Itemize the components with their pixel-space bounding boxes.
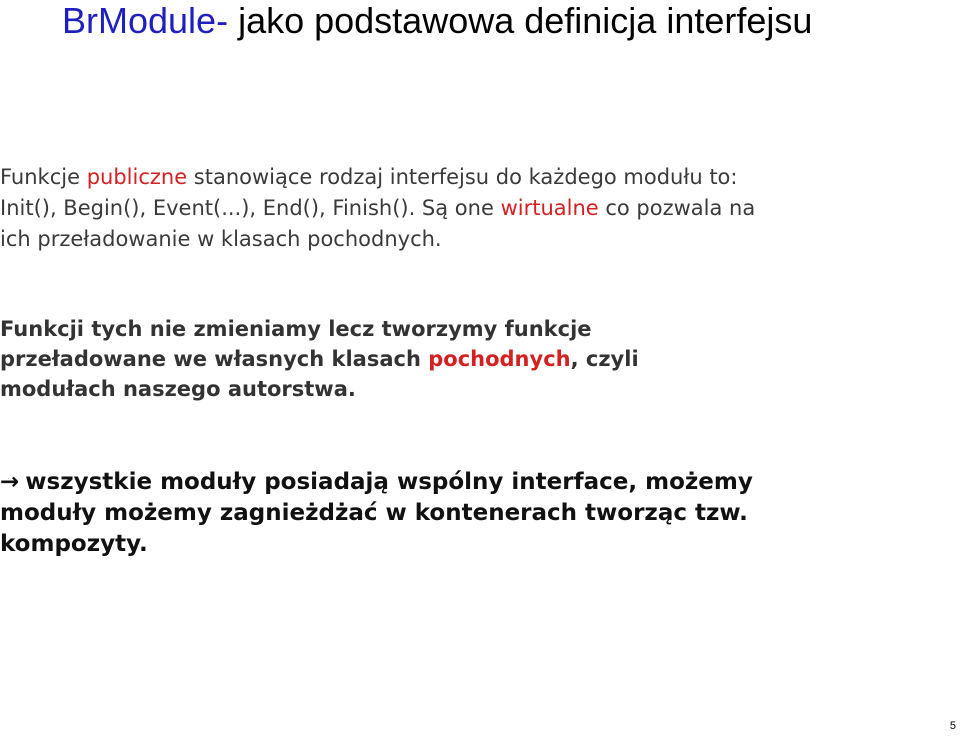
arrow-right-icon: → xyxy=(0,469,20,495)
paragraph-line xyxy=(0,498,753,529)
text-segment: co pozwala na xyxy=(598,196,756,220)
title-rest: jako podstawowa definicja interfejsu xyxy=(228,0,813,41)
paragraph-overloading xyxy=(0,314,639,404)
text-segment: stanowiące rodzaj interfejsu do każdego modułu to: xyxy=(187,165,738,189)
paragraph-line xyxy=(0,224,755,255)
paragraph-public-functions xyxy=(0,162,755,255)
text-segment: przeładowane we własnych klasach xyxy=(0,347,429,371)
text-segment: modułach naszego autorstwa. xyxy=(0,377,356,401)
paragraph-conclusion xyxy=(0,467,753,560)
text-segment: kompozyty. xyxy=(0,531,148,557)
highlight-public: publiczne xyxy=(86,165,188,189)
highlight-virtual: wirtualne xyxy=(500,196,599,220)
page-number: 5 xyxy=(949,720,956,732)
paragraph-line xyxy=(0,162,755,193)
text-segment: Init(), Begin(), Event(...), End(), Finish(). Są one xyxy=(0,196,501,220)
text-segment: Funkcje xyxy=(0,165,87,189)
paragraph-line xyxy=(0,374,639,404)
paragraph-line xyxy=(0,529,753,560)
text-segment: moduły możemy zagnieżdżać w kontenerach tworząc tzw. xyxy=(0,500,748,526)
highlight-derived: pochodnych xyxy=(428,347,571,371)
paragraph-line xyxy=(0,314,639,344)
text-segment: ich przeładowanie w klasach pochodnych. xyxy=(0,227,442,251)
title-accent: BrModule- xyxy=(62,0,229,41)
text-segment: wszystkie moduły posiadają wspólny interface, możemy xyxy=(25,469,753,495)
text-segment: , czyli xyxy=(570,347,639,371)
slide-title xyxy=(62,0,812,42)
paragraph-line xyxy=(0,467,753,498)
paragraph-line xyxy=(0,193,755,224)
paragraph-line xyxy=(0,344,639,374)
text-segment: Funkcji tych nie zmieniamy lecz tworzymy funkcje xyxy=(0,317,592,341)
